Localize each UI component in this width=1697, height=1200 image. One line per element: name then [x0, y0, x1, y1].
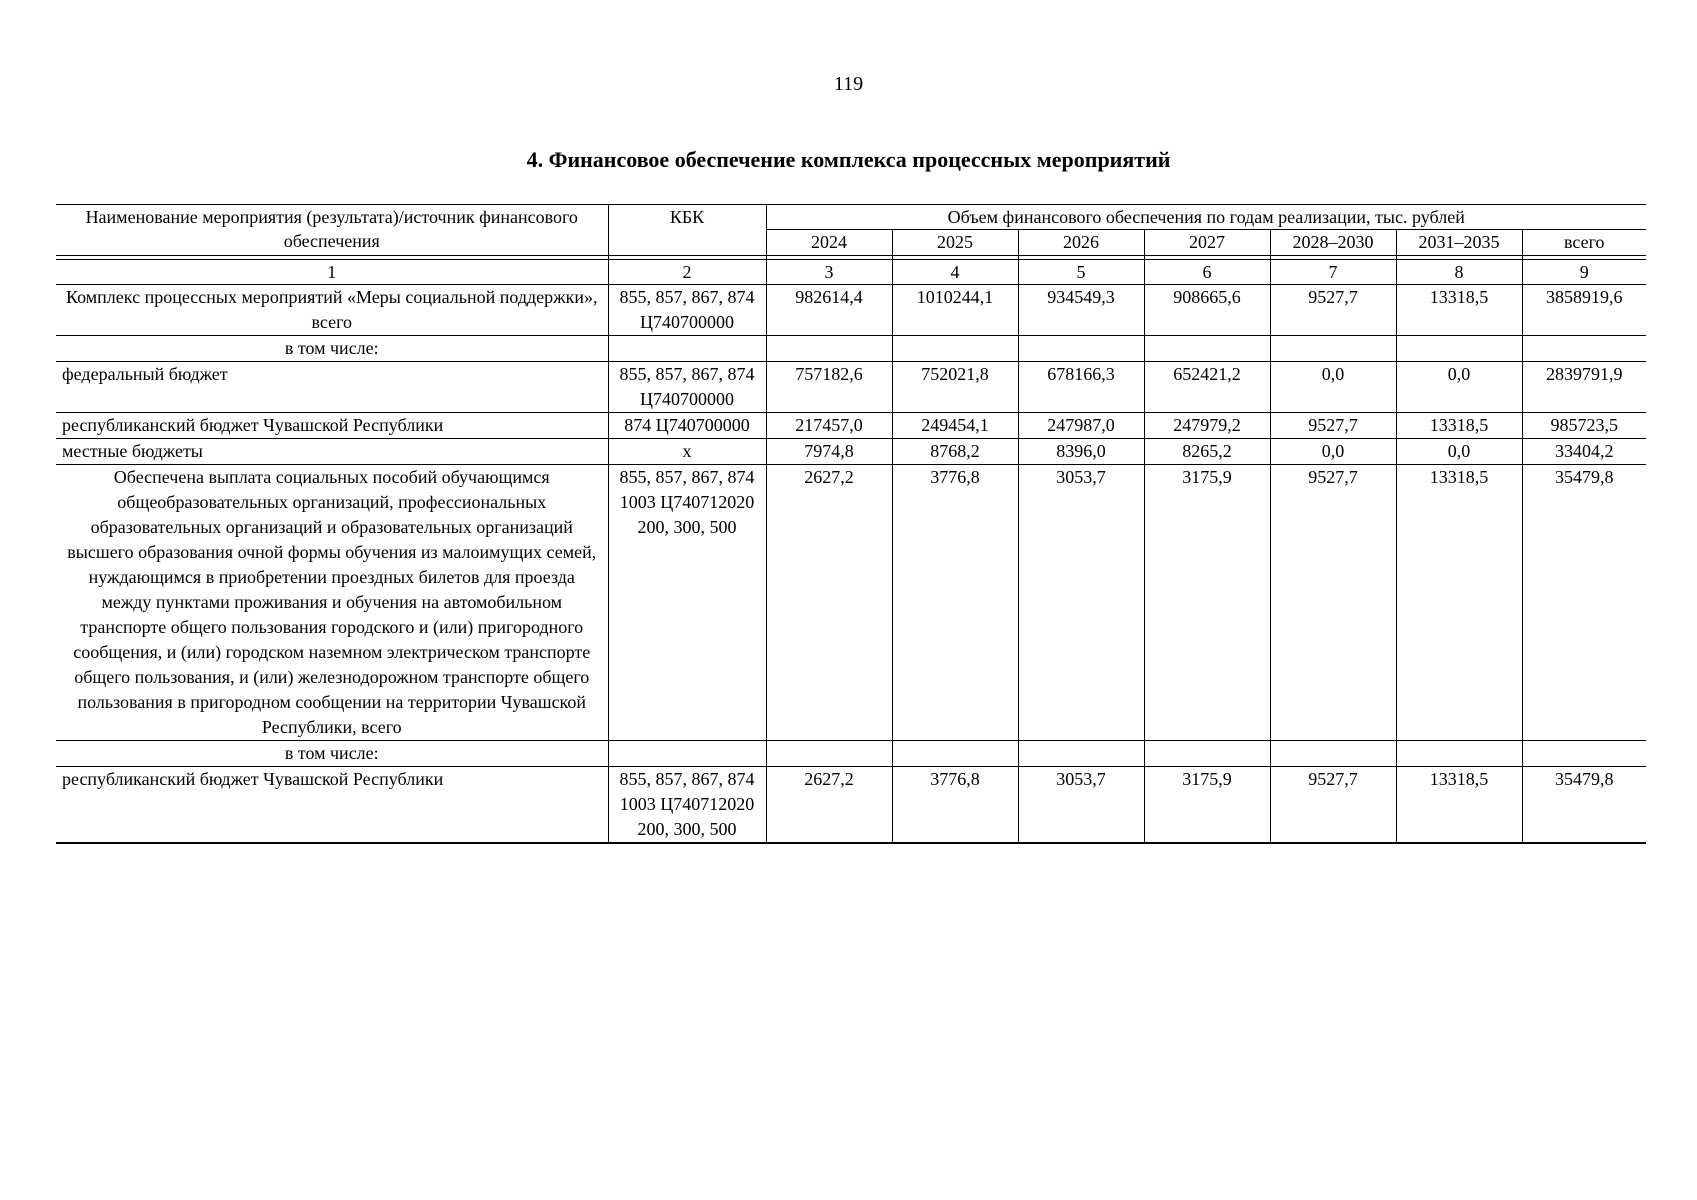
row-name: Обеспечена выплата социальных пособий обучающимся общеобразовательных организаций, профессиональных образовательных организаций и образовательных организаций высшего образования очной формы обучения из малоимущих семей, нуждающимся в приобретении проездных билетов для проезда между пунктами проживания и обучения на автомобильном транспорте общего пользования городского и (или) пригородного сообщения, и (или) городском наземном электрическом транспорте общего пользования, и (или) железнодорожном транспорте общего пользования в пригородном сообщении на территории Чувашской Республики, всего: [56, 465, 608, 741]
column-number: 4: [892, 260, 1018, 285]
row-kbk: [608, 336, 766, 362]
financing-table: [56, 204, 1646, 844]
table-row: [56, 362, 1646, 413]
column-number: 9: [1522, 260, 1646, 285]
table-row: [56, 741, 1646, 767]
table-row: [56, 285, 1646, 336]
row-value: [766, 336, 892, 362]
header-year: 2028–2030: [1270, 230, 1396, 256]
row-value: 2839791,9: [1522, 362, 1646, 413]
column-number: 8: [1396, 260, 1522, 285]
header-year: 2031–2035: [1396, 230, 1522, 256]
page-number: 119: [833, 73, 864, 95]
column-number: 5: [1018, 260, 1144, 285]
header-year: 2024: [766, 230, 892, 256]
table-row: [56, 767, 1646, 844]
row-value: 9527,7: [1270, 465, 1396, 741]
header-kbk-cell: КБК: [608, 205, 766, 256]
row-name: в том числе:: [56, 336, 608, 362]
row-kbk: [608, 741, 766, 767]
column-number: 1: [56, 260, 608, 285]
row-value: 9527,7: [1270, 413, 1396, 439]
row-value: 7974,8: [766, 439, 892, 465]
row-value: [892, 741, 1018, 767]
row-value: 982614,4: [766, 285, 892, 336]
row-value: 3776,8: [892, 767, 1018, 844]
header-year: всего: [1522, 230, 1646, 256]
row-value: 908665,6: [1144, 285, 1270, 336]
row-value: 35479,8: [1522, 465, 1646, 741]
row-value: 13318,5: [1396, 285, 1522, 336]
row-kbk: 855, 857, 867, 874 Ц740700000: [608, 362, 766, 413]
row-value: 0,0: [1396, 439, 1522, 465]
row-value: 0,0: [1270, 362, 1396, 413]
row-value: 13318,5: [1396, 465, 1522, 741]
column-number: 2: [608, 260, 766, 285]
table-row: [56, 465, 1646, 741]
header-row-1: [56, 205, 1646, 230]
row-value: 2627,2: [766, 465, 892, 741]
row-name: федеральный бюджет: [56, 362, 608, 413]
column-numbers-row: [56, 260, 1646, 285]
row-value: 8768,2: [892, 439, 1018, 465]
row-value: 8265,2: [1144, 439, 1270, 465]
row-value: 35479,8: [1522, 767, 1646, 844]
row-value: 1010244,1: [892, 285, 1018, 336]
column-number: 6: [1144, 260, 1270, 285]
row-value: [766, 741, 892, 767]
row-value: [1522, 741, 1646, 767]
row-value: 3175,9: [1144, 767, 1270, 844]
row-value: 934549,3: [1018, 285, 1144, 336]
row-name: республиканский бюджет Чувашской Республики: [56, 413, 608, 439]
row-value: [1522, 336, 1646, 362]
row-value: 985723,5: [1522, 413, 1646, 439]
row-value: 247979,2: [1144, 413, 1270, 439]
row-value: [1144, 336, 1270, 362]
row-value: [1018, 336, 1144, 362]
row-value: 2627,2: [766, 767, 892, 844]
row-value: 3858919,6: [1522, 285, 1646, 336]
row-value: [1396, 741, 1522, 767]
column-number: 7: [1270, 260, 1396, 285]
row-value: 9527,7: [1270, 285, 1396, 336]
row-value: [1396, 336, 1522, 362]
row-value: 0,0: [1396, 362, 1522, 413]
row-value: 0,0: [1270, 439, 1396, 465]
header-volume-cell: Объем финансового обеспечения по годам реализации, тыс. рублей: [766, 205, 1646, 230]
document-title: 4. Финансовое обеспечение комплекса процессных мероприятий: [526, 147, 1171, 172]
row-value: 3776,8: [892, 465, 1018, 741]
row-value: [1270, 336, 1396, 362]
row-value: 3175,9: [1144, 465, 1270, 741]
row-value: 752021,8: [892, 362, 1018, 413]
row-kbk: 855, 857, 867, 874 Ц740700000: [608, 285, 766, 336]
row-value: 652421,2: [1144, 362, 1270, 413]
row-value: 13318,5: [1396, 767, 1522, 844]
row-name: республиканский бюджет Чувашской Республики: [56, 767, 608, 844]
row-kbk: 855, 857, 867, 874 1003 Ц740712020 200, 300, 500: [608, 465, 766, 741]
row-kbk: 874 Ц740700000: [608, 413, 766, 439]
header-name-cell: Наименование мероприятия (результата)/источник финансового обеспечения: [56, 205, 608, 256]
row-value: 247987,0: [1018, 413, 1144, 439]
column-number: 3: [766, 260, 892, 285]
row-value: 13318,5: [1396, 413, 1522, 439]
row-value: 8396,0: [1018, 439, 1144, 465]
row-value: [1270, 741, 1396, 767]
row-value: 3053,7: [1018, 465, 1144, 741]
row-value: 678166,3: [1018, 362, 1144, 413]
row-value: 757182,6: [766, 362, 892, 413]
row-value: 33404,2: [1522, 439, 1646, 465]
row-name: Комплекс процессных мероприятий «Меры социальной поддержки», всего: [56, 285, 608, 336]
row-name: местные бюджеты: [56, 439, 608, 465]
row-value: [892, 336, 1018, 362]
row-name: в том числе:: [56, 741, 608, 767]
table-row: [56, 439, 1646, 465]
row-value: 9527,7: [1270, 767, 1396, 844]
row-kbk: 855, 857, 867, 874 1003 Ц740712020 200, 300, 500: [608, 767, 766, 844]
header-year: 2027: [1144, 230, 1270, 256]
header-year: 2025: [892, 230, 1018, 256]
row-value: [1018, 741, 1144, 767]
row-value: 3053,7: [1018, 767, 1144, 844]
row-kbk: х: [608, 439, 766, 465]
row-value: 249454,1: [892, 413, 1018, 439]
header-year: 2026: [1018, 230, 1144, 256]
row-value: [1144, 741, 1270, 767]
table-row: [56, 413, 1646, 439]
table-row: [56, 336, 1646, 362]
row-value: 217457,0: [766, 413, 892, 439]
